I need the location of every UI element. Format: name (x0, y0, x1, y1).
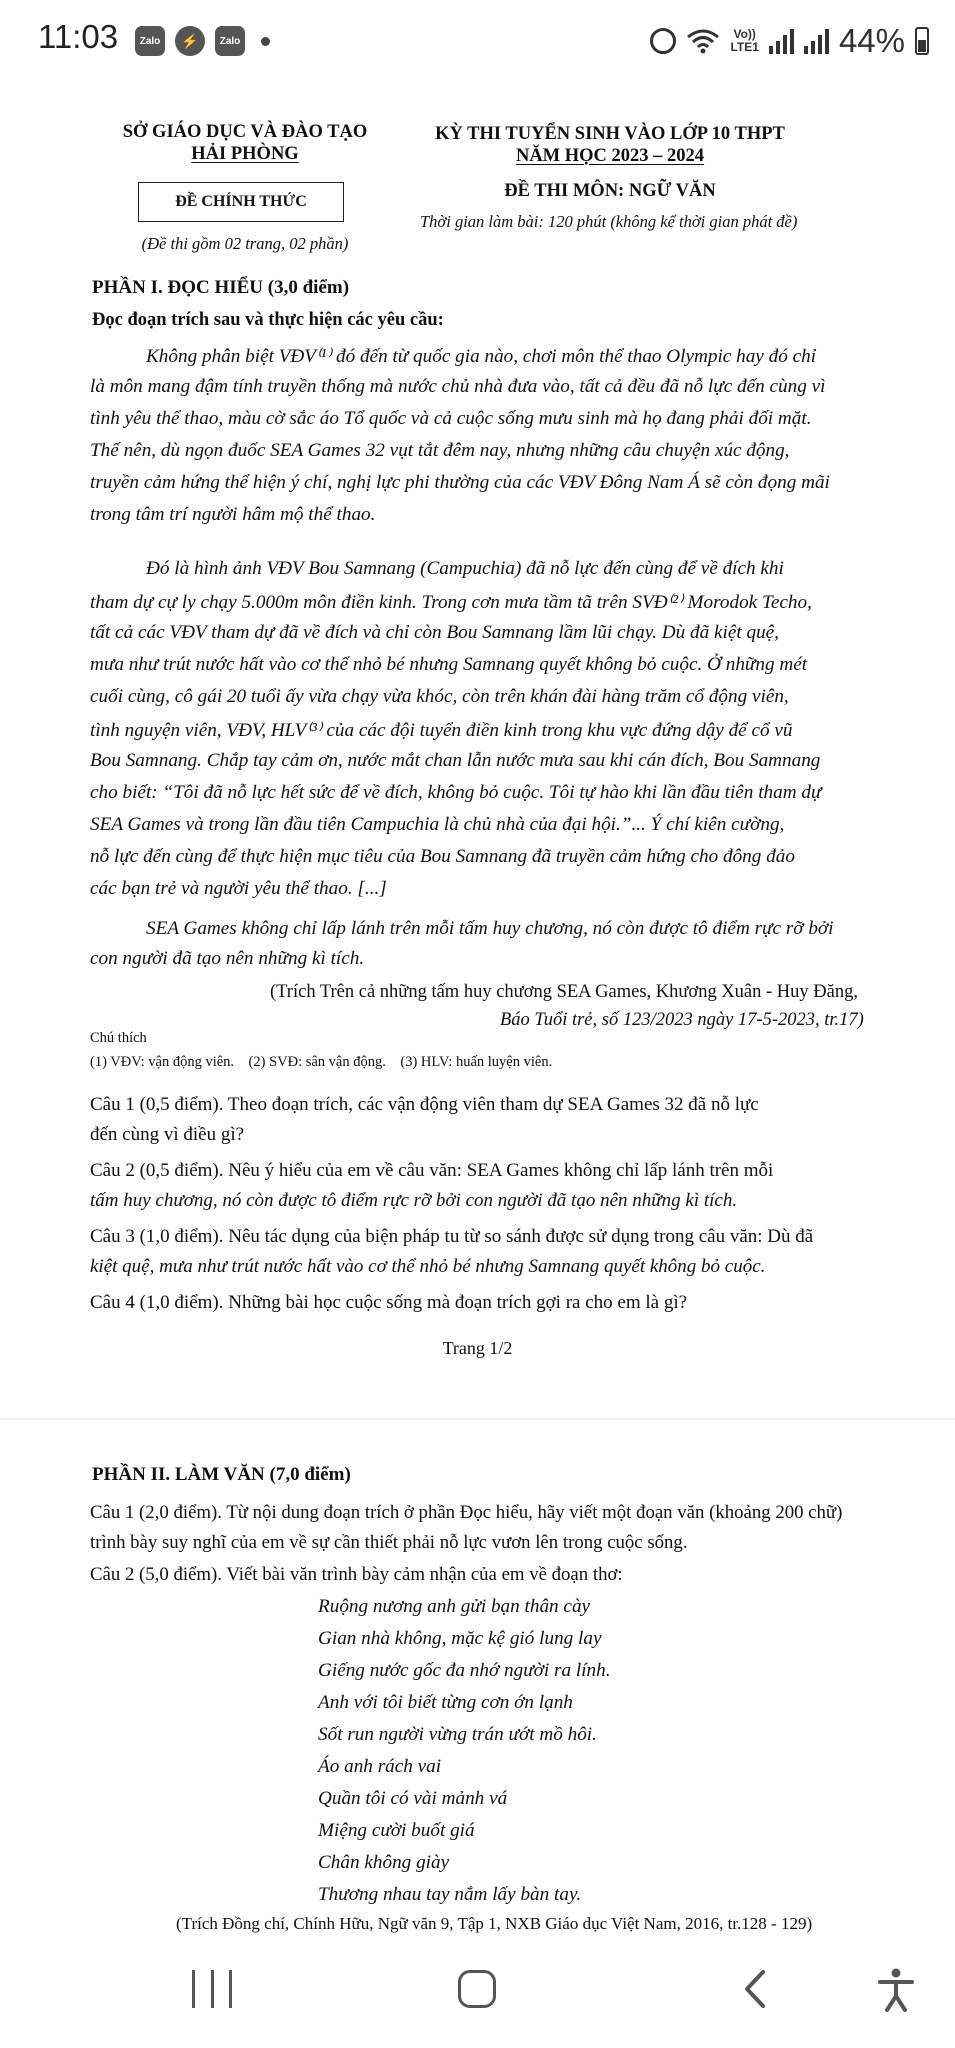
exam-page-2 (0, 1420, 955, 1936)
passage-line: trong tâm trí người hâm mộ thể thao. (90, 504, 376, 525)
poem-line: Miệng cười buốt giá (318, 1820, 475, 1841)
system-status (650, 22, 929, 60)
messenger-icon: ⚡ (175, 26, 205, 56)
exam-title: KỲ THI TUYỂN SINH VÀO LỚP 10 THPT (435, 124, 785, 144)
passage-line: là môn mang đậm tính truyền thống mà nước chủ nhà đưa vào, tất cả đều đã nỗ lực đến cùng vì (90, 376, 826, 397)
wifi-icon (686, 28, 720, 54)
poem-citation: (Trích Đồng chí, Chính Hữu, Ngữ văn 9, Tập 1, NXB Giáo dục Việt Nam, 2016, tr.128 - 129) (176, 1914, 813, 1933)
instruction: Đọc đoạn trích sau và thực hiện các yêu cầu: (92, 310, 444, 330)
zalo-icon: Zalo (215, 26, 245, 56)
battery-percent: 44% (838, 22, 905, 59)
signal-icon (804, 28, 829, 54)
navigation-bar (0, 1936, 955, 2048)
back-button[interactable] (735, 1966, 775, 2012)
question-1-cont: đến cùng vì điều gì? (90, 1124, 245, 1145)
page-footer: Trang 1/2 (442, 1338, 513, 1358)
passage-line: SEA Games không chỉ lấp lánh trên mỗi tấm huy chương, nó còn được tô điểm rực rỡ bởi (146, 918, 834, 939)
question-2-cont: tấm huy chương, nó còn được tô điểm rực rỡ bởi con người đã tạo nên những kì tích. (90, 1190, 738, 1211)
writing-question-1: Câu 1 (2,0 điểm). Từ nội dung đoạn trích ở phần Đọc hiểu, hãy viết một đoạn văn (khoảng 200 chữ) (90, 1502, 843, 1523)
home-button[interactable] (458, 1970, 496, 2008)
notes-title: Chú thích (90, 1030, 147, 1046)
pages-note: (Đề thi gồm 02 trang, 02 phần) (141, 234, 349, 253)
poem-line: Chân không giày (318, 1852, 450, 1873)
passage-line: SEA Games và trong lần đầu tiên Campuchia là chủ nhà của đại hội.”... Ý chí kiên cường, (90, 814, 785, 835)
passage-line: Không phân biệt VĐV⁽¹⁾ đó đến từ quốc gia nào, chơi môn thể thao Olympic hay đó chỉ (146, 346, 817, 367)
poem-line: Giếng nước gốc đa nhớ người ra lính. (318, 1660, 611, 1681)
citation: (Trích Trên cả những tấm huy chương SEA Games, Khương Xuân - Huy Đăng, (270, 982, 858, 1002)
question-4: Câu 4 (1,0 điểm). Những bài học cuộc sống mà đoạn trích gợi ra cho em là gì? (90, 1292, 688, 1313)
part2-title: PHẦN II. LÀM VĂN (7,0 điểm) (92, 1464, 351, 1485)
accessibility-icon[interactable] (875, 1966, 917, 2012)
signal-icon (769, 28, 794, 54)
passage-line: mưa như trút nước hất vào cơ thể nhỏ bé nhưng Samnang quyết không bỏ cuộc. Ở những mét (90, 654, 808, 675)
passage-line: nỗ lực đến cùng để thực hiện mục tiêu của Bou Samnang đã truyền cảm hứng cho đông đảo (90, 846, 795, 867)
notification-icons (135, 26, 270, 56)
passage-line: các bạn trẻ và người yêu thể thao. [...] (90, 878, 387, 899)
question-1: Câu 1 (0,5 điểm). Theo đoạn trích, các vận động viên tham dự SEA Games 32 đã nỗ lực (90, 1094, 759, 1115)
passage-line: Thế nên, dù ngọn đuốc SEA Games 32 vụt tắt đêm nay, nhưng những câu chuyện xúc động, (90, 440, 790, 461)
writing-question-1-cont: trình bày suy nghĩ của em về sự cần thiết phải nỗ lực vươn lên trong cuộc sống. (90, 1532, 688, 1553)
citation: Báo Tuổi trẻ, số 123/2023 ngày 17-5-2023, tr.17) (500, 1010, 864, 1030)
poem-line: Sốt run người vừng trán ướt mồ hôi. (318, 1724, 597, 1745)
passage-line: truyền cảm hứng thể hiện ý chí, nghị lực phi thường của các VĐV Đông Nam Á sẽ còn đọng mãi (90, 472, 830, 493)
question-3-cont: kiệt quệ, mưa như trút nước hất vào cơ thể nhỏ bé nhưng Samnang quyết không bỏ cuộc. (90, 1256, 766, 1277)
poem-line: Gian nhà không, mặc kệ gió lung lay (318, 1628, 602, 1649)
writing-question-2: Câu 2 (5,0 điểm). Viết bài văn trình bày cảm nhận của em về đoạn thơ: (90, 1564, 623, 1585)
question-3: Câu 3 (1,0 điểm). Nêu tác dụng của biện pháp tu từ so sánh được sử dụng trong câu văn: Dù đã (90, 1226, 814, 1247)
zalo-icon: Zalo (135, 26, 165, 56)
clock: 11:03 (38, 18, 119, 55)
poem-line: Ruộng nương anh gửi bạn thân cày (318, 1596, 591, 1617)
department-title: SỞ GIÁO DỤC VÀ ĐÀO TẠO (122, 122, 368, 142)
alarm-icon (650, 28, 676, 54)
exam-page-1 (0, 86, 955, 1418)
poem-line: Áo anh rách vai (318, 1756, 442, 1777)
lte-indicator: Vo)) LTE1 (730, 27, 759, 54)
poem-line: Quần tôi có vài mảnh vá (318, 1788, 508, 1809)
official-label: ĐỀ CHÍNH THỨC (138, 182, 344, 222)
recent-apps-button[interactable] (192, 1970, 232, 2008)
passage-line: cho biết: “Tôi đã nỗ lực hết sức để về đích, không bỏ cuộc. Tôi tự hào khi lần đầu tiên tham dự (90, 782, 822, 803)
battery-icon (915, 27, 929, 55)
time-note: Thời gian làm bài: 120 phút (không kể thời gian phát đề) (420, 212, 798, 231)
passage-line: tất cả các VĐV tham dự đã về đích và chỉ còn Bou Samnang lầm lũi chạy. Dù đã kiệt quệ, (90, 622, 779, 643)
school-year: NĂM HỌC 2023 – 2024 (515, 146, 705, 166)
subject-title: ĐỀ THI MÔN: NGỮ VĂN (504, 181, 716, 201)
more-notifications-icon (261, 37, 270, 46)
notes: (1) VĐV: vận động viên. (2) SVĐ: sân vận động. (3) HLV: huấn luyện viên. (90, 1054, 553, 1070)
poem-line: Thương nhau tay nắm lấy bàn tay. (318, 1884, 582, 1905)
poem-line: Anh với tôi biết từng cơn ớn lạnh (318, 1692, 573, 1713)
passage-line: tình nguyện viên, VĐV, HLV⁽³⁾ của các đội tuyển điền kinh trong khu vực đứng dậy để cổ vũ (90, 720, 793, 741)
passage-line: Đó là hình ảnh VĐV Bou Samnang (Campuchia) đã nỗ lực đến cùng để về đích khi (146, 558, 784, 579)
part1-title: PHẦN I. ĐỌC HIỂU (3,0 điểm) (92, 277, 350, 298)
passage-line: con người đã tạo nên những kì tích. (90, 948, 365, 969)
passage-line: tham dự cự ly chạy 5.000m môn điền kinh. Trong cơn mưa tầm tã trên SVĐ⁽²⁾ Morodok Techo, (90, 592, 812, 613)
passage-line: Bou Samnang. Chắp tay cảm ơn, nước mắt chan lẫn nước mưa sau khi cán đích, Bou Samnang (90, 750, 821, 771)
question-2: Câu 2 (0,5 điểm). Nêu ý hiểu của em về câu văn: SEA Games không chỉ lấp lánh trên mỗi (90, 1160, 774, 1181)
status-bar (0, 0, 955, 86)
passage-line: tình yêu thể thao, màu cờ sắc áo Tổ quốc và cả cuộc sống mưu sinh mà họ đang phải đối mặt. (90, 408, 812, 429)
city-title: HẢI PHÒNG (191, 144, 299, 164)
passage-line: cuối cùng, cô gái 20 tuổi ấy vừa chạy vừa khóc, còn trên khán đài hàng trăm cổ động viên, (90, 686, 789, 707)
